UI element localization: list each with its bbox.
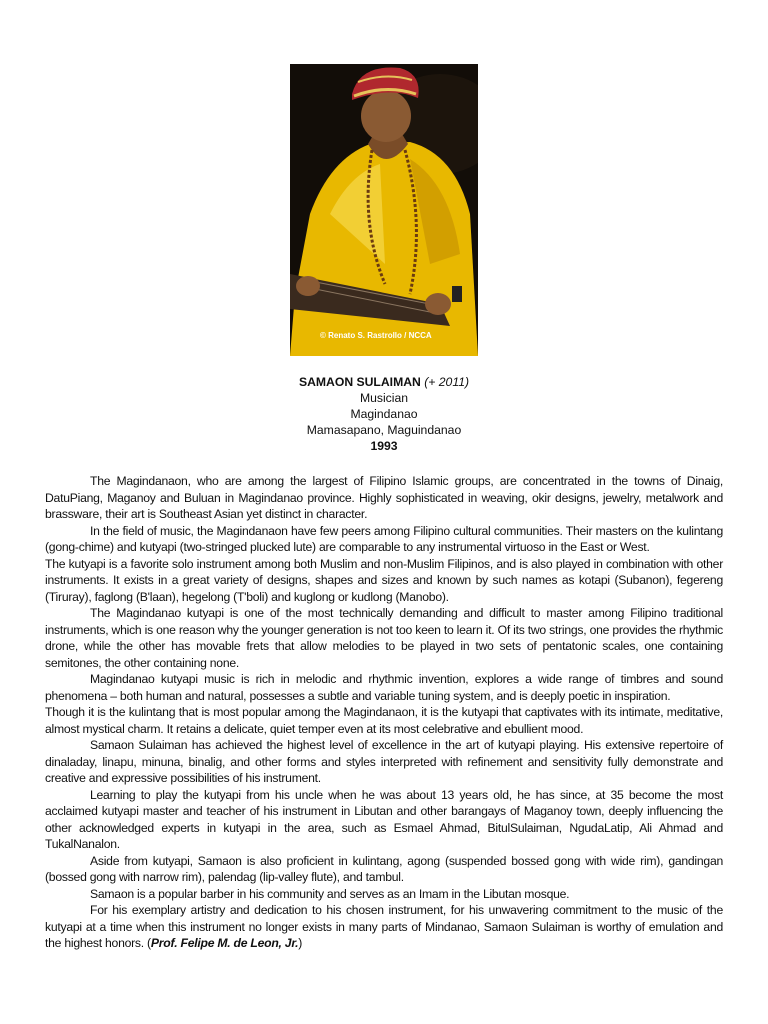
award-year: 1993 — [370, 439, 398, 453]
portrait-illustration — [290, 64, 478, 356]
paragraph: The Magindanaon, who are among the largest of Filipino Islamic groups, are concentrated in the towns of Dinaig, DatuPiang, Maganoy and Buluan in Magindanao province. Highly sophisticated in weaving, okir designs, jewelry, metalwork and brassware, their art is Southeast Asian yet distinct in character. — [45, 474, 723, 521]
paragraph: Though it is the kulintang that is most popular among the Magindanaon, it is the kutyapi that captivates with its intimate, meditative, almost mystical charm. It retains a delicate, quiet temper even at its most celebrative and ebullient mood. — [45, 705, 723, 736]
caption-name-line — [0, 374, 768, 390]
portrait-photo — [290, 64, 478, 356]
death-year: (+ 2011) — [424, 375, 470, 389]
biography-text — [45, 473, 723, 952]
closing-end: ) — [298, 936, 303, 950]
artist-name: SAMAON SULAIMAN — [298, 375, 421, 389]
paragraph: Magindanao kutyapi music is rich in melodic and rhythmic invention, explores a wide range of timbres and sound phenomena – both human and natural, possesses a subtle and variable tuning system, and is deeply poetic in inspiration. — [45, 672, 723, 703]
paragraph: The Magindanao kutyapi is one of the most technically demanding and difficult to master among Filipino traditional instruments, which is one reason why the younger generation is not too keen to learn it. Of its two strings, one provides the rhythmic drone, while the other has movable frets that allow melodies to be played in two sets of pentatonic scales, one containing semitones, the other containing none. — [45, 606, 723, 670]
artist-group: Magindanao — [350, 407, 418, 421]
author-credit: Prof. Felipe M. de Leon, Jr. — [150, 936, 299, 950]
paragraph: The kutyapi is a favorite solo instrument among both Muslim and non-Muslim Filipinos, and is also played in combination with other instruments. It exists in a great variety of designs, shapes and sizes and known by such names as kotapi (Subanon), fegereng (Tiruray), faglong (B'laan), hegelong (T'boli) and kuglong or kudlong (Manobo). — [45, 556, 723, 604]
paragraph: Samaon is a popular barber in his community and serves as an Imam in the Libutan mosque. — [90, 886, 570, 901]
paragraph: Samaon Sulaiman has achieved the highest level of excellence in the art of kutyapi playing. His extensive repertoire of dinaladay, linapu, minuna, binalig, and other forms and styles interpreted with refinement and sensitivity fully demonstrate and creative and expressive possibilities of his instrument. — [45, 738, 723, 785]
artist-place: Mamasapano, Maguindanao — [306, 423, 462, 437]
closing-text: For his exemplary artistry and dedication to his chosen instrument, for his unwavering commitment to the music of the kutyapi at a time when this instrument no longer exists in many parts of Mindanao, Samaon Sulaiman is worthy of emulation and the highest honors. ( — [45, 903, 723, 950]
paragraph: In the field of music, the Magindanaon have few peers among Filipino cultural communities. Their masters on the kulintang (gong-chime) and kutyapi (two-stringed plucked lute) are comparable to any instrumental virtuoso in the East or West. — [45, 523, 723, 554]
artist-role: Musician — [359, 391, 409, 405]
paragraph: Aside from kutyapi, Samaon is also proficient in kulintang, agong (suspended bossed gong with wide rim), gandingan (bossed gong with narrow rim), palendag (lip-valley flute), and tambul. — [45, 853, 723, 884]
photo-credit: © Renato S. Rastrollo / NCCA — [320, 331, 432, 340]
closing-paragraph — [45, 902, 723, 952]
paragraph: Learning to play the kutyapi from his uncle when he was about 13 years old, he has since, at 35 become the most acclaimed kutyapi master and teacher of his instrument in Libutan and other barangays of Maganoy town, deeply influencing the other acknowledged experts in kutyapi in the area, such as Esmael Ahmad, BitulSulaiman, NgudaLatip, Ali Ahmad and TukalNanalon. — [45, 787, 723, 851]
caption-block — [0, 374, 768, 454]
